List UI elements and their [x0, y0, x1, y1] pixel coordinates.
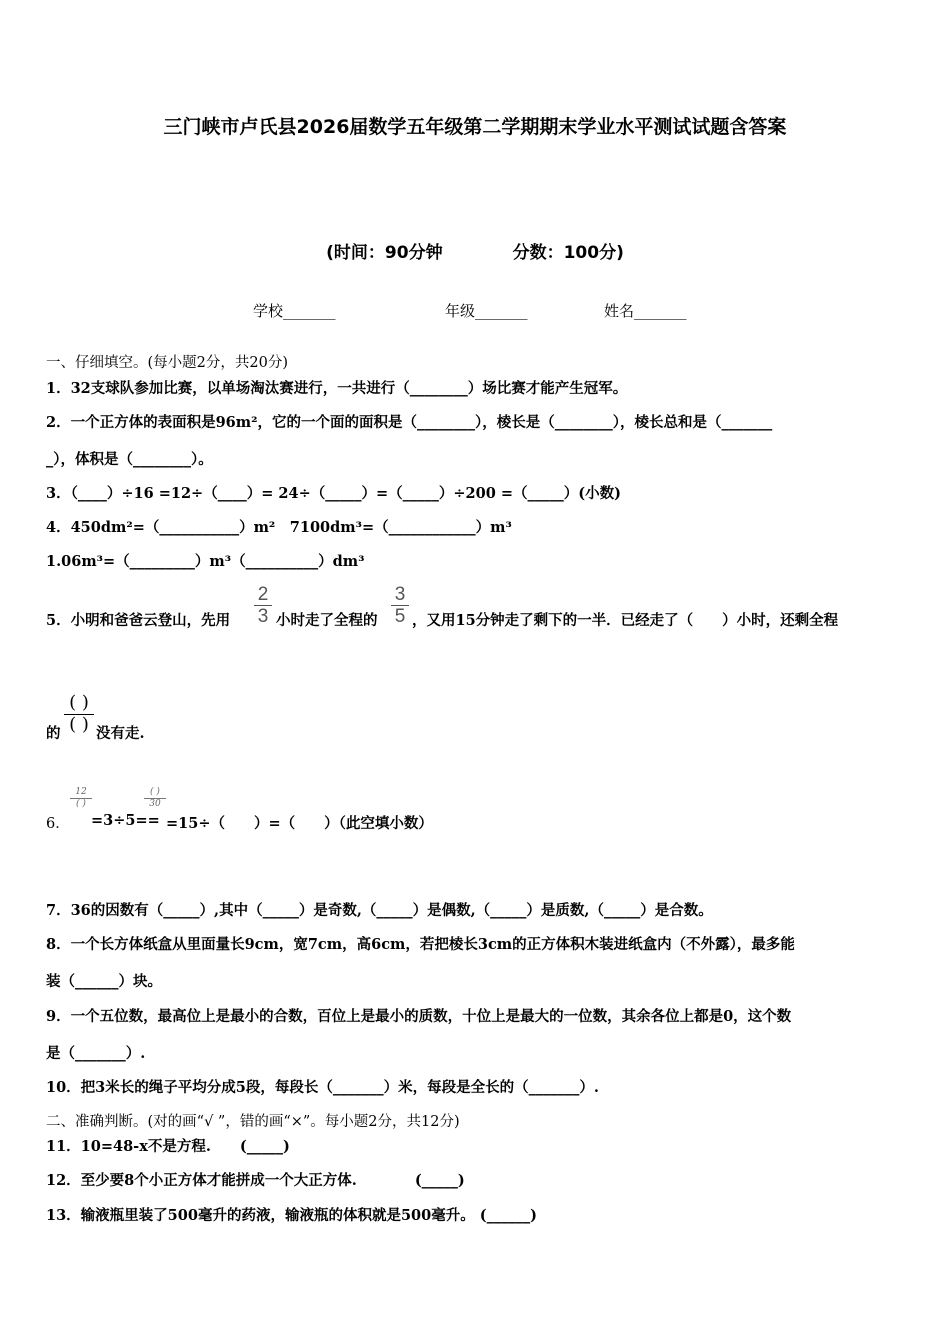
- fraction-denominator: 30: [149, 799, 161, 809]
- question-8-line-1: 8．一个长方体纸盒从里面量长9cm，宽7cm，高6cm，若把棱长3cm的正方体积木装进纸盒内（不外露），最多能: [46, 936, 795, 953]
- question-5-text-1: 5．小明和爸爸云登山，先用: [46, 612, 231, 629]
- question-2-line-1: 2．一个正方体的表面积是96m²，它的一个面的面积是（________），棱长是（________），棱长总和是（_______: [46, 414, 773, 431]
- question-6-text-2: =15÷（ ）=（ ）（此空填小数）: [166, 815, 433, 832]
- fraction-denominator: 5: [394, 606, 406, 627]
- fraction-denominator: ( ): [76, 799, 86, 809]
- question-9-line-2: 是（_______）.: [46, 1045, 146, 1062]
- question-10: 10．把3米长的绳子平均分成5段，每段长（_______）米，每段是全长的（_______）.: [46, 1079, 599, 1096]
- exam-time: (时间：90分钟: [326, 243, 443, 263]
- section-1-heading: 一、仔细填空。(每小题2分，共20分): [46, 355, 288, 371]
- school-field: 学校_______: [253, 302, 336, 320]
- grade-field: 年级_______: [445, 302, 528, 320]
- question-5-text-3: ，又用15分钟走了剩下的一半．已经走了（ ）小时，还剩全程: [412, 612, 839, 629]
- question-5-text-2: 小时走了全程的: [276, 612, 378, 629]
- fraction-numerator: 12: [75, 787, 87, 797]
- blank-fraction: [64, 694, 94, 735]
- question-9-line-1: 9．一个五位数，最高位上是最小的合数，百位上是最小的质数，十位上是最大的一位数，其余各位上都是0，这个数: [46, 1008, 792, 1025]
- fraction-three-fifths: [391, 585, 409, 626]
- fraction-numerator: ( ): [150, 787, 160, 797]
- section-2-heading: 二、准确判断。(对的画“√ ”，错的画“×”。每小题2分，共12分): [46, 1114, 460, 1130]
- exam-meta: [0, 238, 950, 263]
- question-8-line-2: 装（______）块。: [46, 973, 162, 990]
- question-4-line-1: 4．450dm²=（___________）m² 7100dm³=（____________）m³: [46, 519, 512, 536]
- question-6-label: 6．: [46, 816, 70, 832]
- fraction-blank-over-30: [144, 788, 166, 809]
- question-7: 7．36的因数有（_____）,其中（_____）是奇数,（_____）是偶数,（_____）是质数,（_____）是合数。: [46, 902, 713, 919]
- question-6-text-1: =3÷5==: [91, 812, 160, 829]
- question-1: 1．32支球队参加比赛，以单场淘汰赛进行，一共进行（________）场比赛才能产生冠军。: [46, 380, 628, 397]
- fraction-denominator: 3: [257, 606, 269, 627]
- fraction-two-thirds: [254, 585, 272, 626]
- question-12: 12．至少要8个小正方体才能拼成一个大正方体. (_____): [46, 1172, 465, 1189]
- question-5-text-5: 没有走.: [96, 725, 145, 742]
- exam-score: 分数：100分): [512, 243, 624, 263]
- blank-denominator: ( ): [69, 713, 89, 735]
- name-field: 姓名_______: [604, 302, 687, 320]
- blank-numerator: ( ): [69, 692, 89, 713]
- question-4-line-2: 1.06m³=（_________）m³（__________）dm³: [46, 553, 365, 570]
- fraction-12-over-blank: [70, 788, 92, 809]
- fraction-numerator: 2: [257, 584, 269, 605]
- question-3: 3．（____）÷16 =12÷（____）= 24÷（_____）=（_____）÷200 =（_____）(小数): [46, 485, 621, 502]
- page-title: 三门峡市卢氏县2026届数学五年级第二学期期末学业水平测试试题含答案: [163, 116, 787, 138]
- fraction-numerator: 3: [394, 584, 406, 605]
- question-13: 13．输液瓶里装了500毫升的药液，输液瓶的体积就是500毫升。 (______): [46, 1207, 537, 1224]
- question-5-text-4: 的: [46, 725, 61, 742]
- question-2-line-2: _），体积是（________）。: [46, 451, 213, 468]
- question-11: 11．10=48-x不是方程. (_____): [46, 1138, 290, 1155]
